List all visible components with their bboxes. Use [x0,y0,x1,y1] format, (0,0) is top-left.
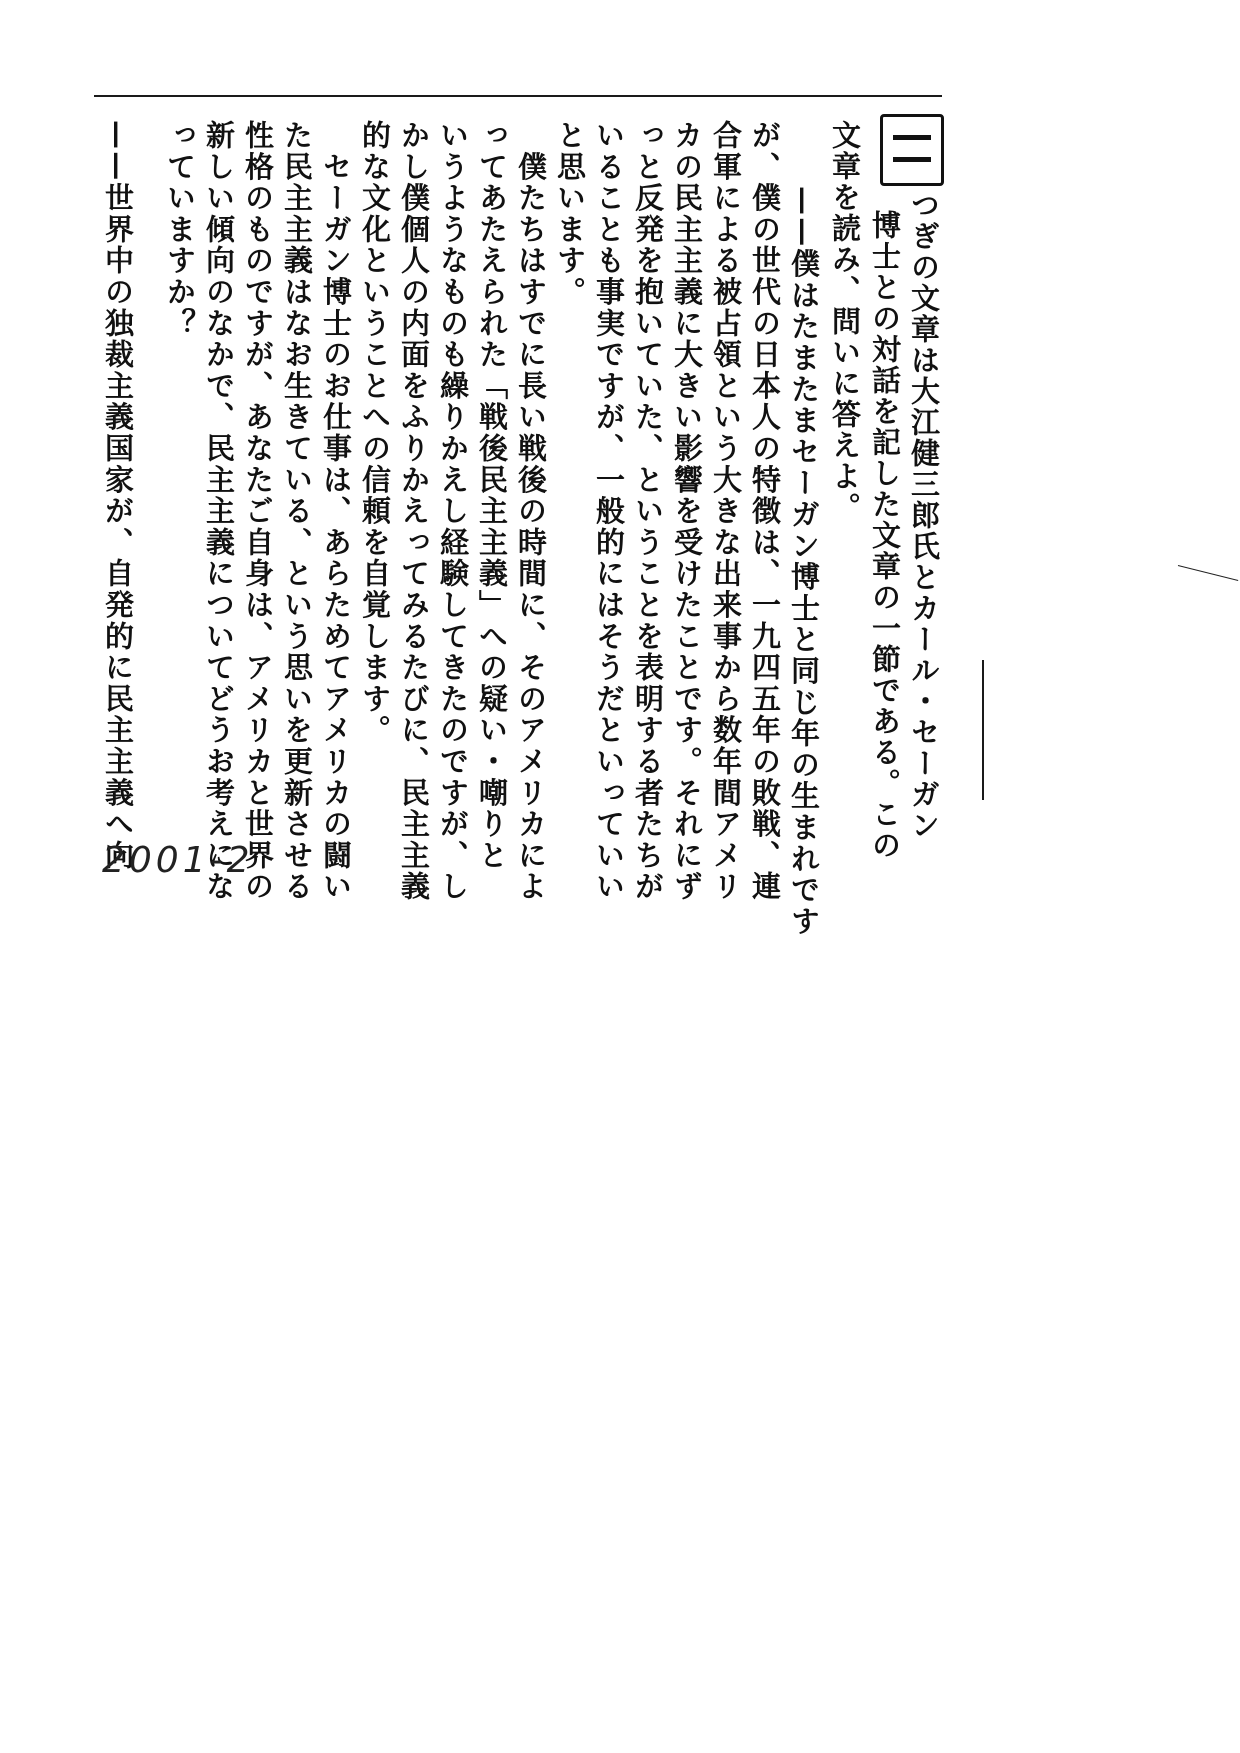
instruction-line-3: 文章を読み、問いに答えよ。 [828,120,862,523]
passage-line: カの民主主義に大きい影響を受けたことです。それにず [670,120,704,903]
handwritten-year-note: 2001-2 [102,840,254,881]
passage-line: 僕たちはすでに長い戦後の時間に、そのアメリカによ [514,120,548,903]
stray-pen-mark [1178,565,1238,581]
passage-line: 的な文化ということへの信頼を自覚します。 [358,120,392,746]
kanji-stroke-bottom [893,157,931,162]
passage-line: 新しい傾向のなかで、民主主義についてどうお考えにな [202,120,236,903]
passage-line: ——世界中の独裁主義国家が、自発的に民主主義へ向 [101,120,135,872]
passage-line: と思います。 [553,120,587,308]
passage-line: っと反発を抱いていた、ということを表明する者たちが [631,120,665,903]
passage-line: ってあたえられた「戦後民主主義」への疑い・嘲りと [475,120,509,872]
question-number-box [880,114,944,186]
passage-line: が、僕の世代の日本人の特徴は、一九四五年の敗戦、連 [748,120,782,903]
passage-line: っていますか？ [163,120,197,340]
passage-line: た民主主義はなお生きている、という思いを更新させる [280,120,314,903]
passage-line: ——僕はたまたまセーガン博士と同じ年の生まれです [787,186,821,938]
instruction-line-2: 博士との対話を記した文章の一節である。この [868,210,902,861]
passage-line: セーガン博士のお仕事は、あらためてアメリカの闘い [319,120,353,903]
passage-line: いうようなものも繰りかえし経験してきたのですが、し [436,120,470,903]
instruction-line-1: つぎの文章は大江健三郎氏とカール・セーガン [907,190,941,841]
top-rule [94,95,942,97]
kanji-stroke-top [893,135,931,140]
passage-line: いることも事実ですが、一般的にはそうだといっていい [592,120,626,903]
passage-line: かし僕個人の内面をふりかえってみるたびに、民主主義 [397,120,431,903]
passage-line: 性格のものですが、あなたご自身は、アメリカと世界の [241,120,275,903]
side-rule [982,660,984,800]
passage-line: 合軍による被占領という大きな出来事から数年間アメリ [709,120,743,903]
